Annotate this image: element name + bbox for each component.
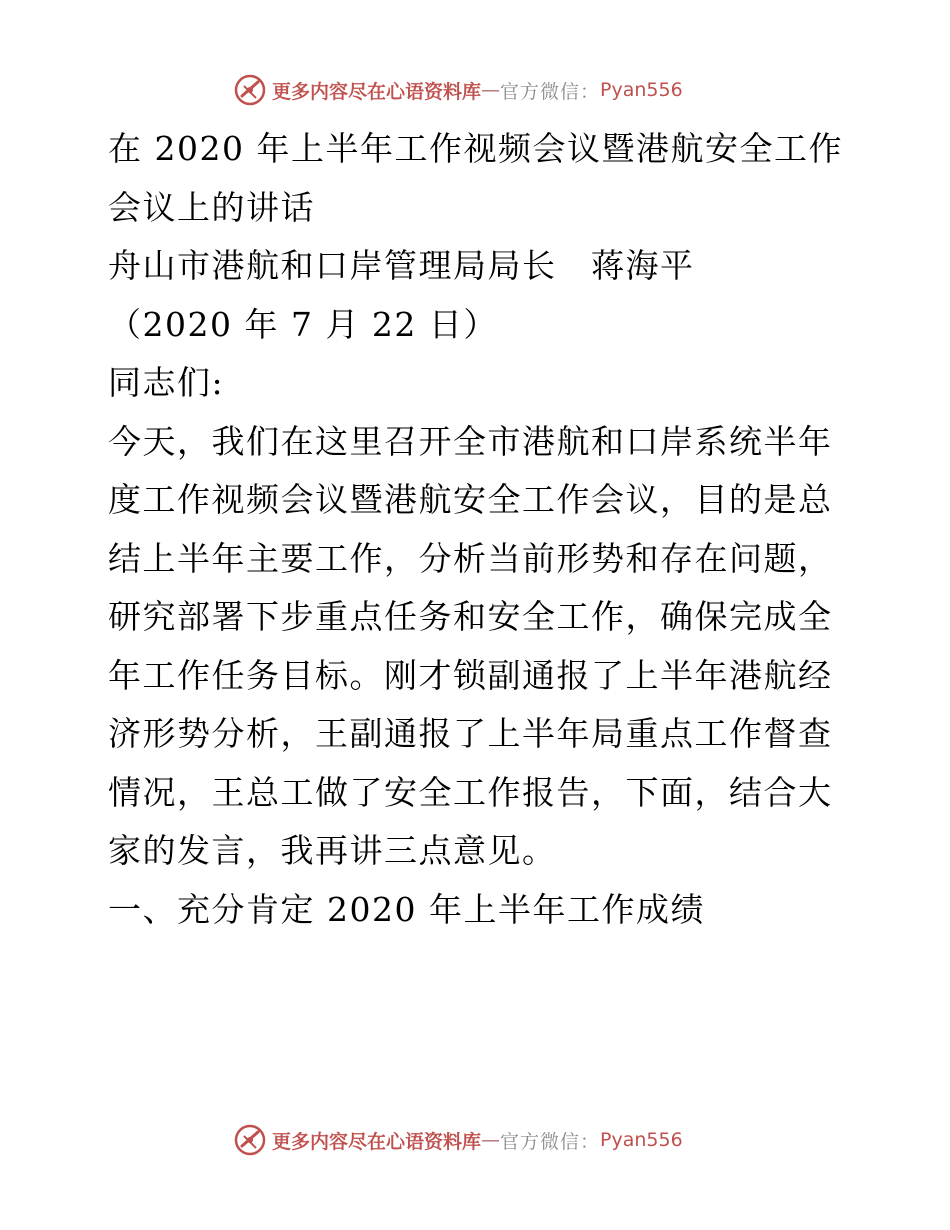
document-date: （2020 年 7 月 22 日） [108,304,498,344]
watermark-dash: — [481,79,501,101]
document-paragraph: 今天，我们在这里召开全市港航和口岸系统半年度工作视频会议暨港航安全工作会议，目的是总结上半年主要工作，分析当前形势和存在问题，研究部署下步重点任务和安全工作，确保完成全年工作任务目标。刚才锁副通报了上半年港航经济形势分析，王副通报了上半年局重点工作督查情况，王总工做了安全工作报告，下面，结合大家的发言，我再讲三点意见。 [108,421,833,870]
document-body [98,120,858,939]
watermark-brand: 更多内容尽在心语资料库 [272,1130,482,1153]
watermark-label: 官方微信： [500,80,601,103]
document-greeting: 同志们: [108,363,225,402]
logo-icon [232,72,268,108]
watermark-brand: 更多内容尽在心语资料库 [272,80,482,103]
document-title: 在 2020 年上半年工作视频会议暨港航安全工作会议上的讲话 [108,129,843,227]
watermark-id: Pyan556 [600,79,683,101]
logo-icon [232,1122,268,1158]
section-heading: 一、充分肯定 2020 年上半年工作成绩 [108,889,705,929]
watermark-id: Pyan556 [600,1129,683,1151]
watermark-label: 官方微信： [500,1130,601,1153]
watermark-header [232,72,683,108]
watermark-dash: — [481,1129,501,1151]
watermark-footer [232,1122,683,1158]
document-author: 舟山市港航和口岸管理局局长 蒋海平 [108,246,695,285]
